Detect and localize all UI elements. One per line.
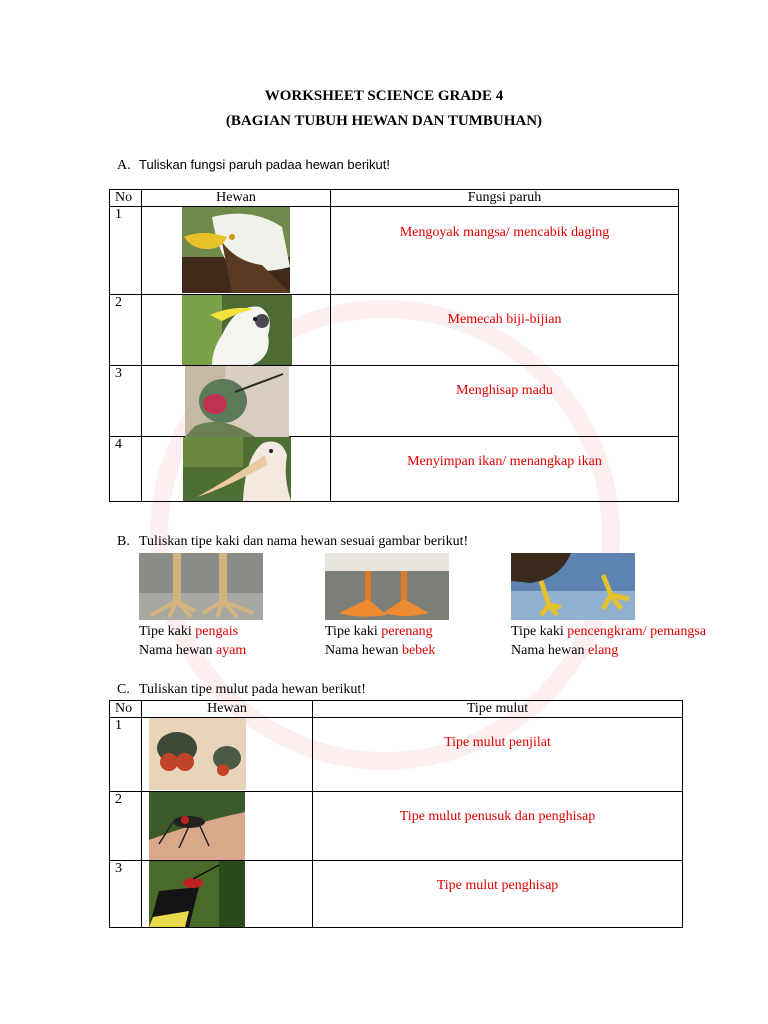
- row-number: 1: [110, 207, 142, 295]
- animal-image-cell: [142, 437, 331, 502]
- table-header-row: [110, 190, 679, 207]
- beak-function-answer: Menyimpan ikan/ menangkap ikan: [331, 437, 679, 502]
- worksheet-title: WORKSHEET SCIENCE GRADE 4: [264, 88, 504, 104]
- foot-type-label: Tipe kaki: [511, 624, 568, 639]
- section-c-instruction: Tuliskan tipe mulut pada hewan berikut!: [139, 682, 366, 697]
- mouth-type-answer: Tipe mulut penghisap: [313, 861, 683, 928]
- foot-type-label: Tipe kaki: [325, 624, 382, 639]
- chicken-feet-image: [139, 553, 263, 620]
- row-number: 4: [110, 437, 142, 502]
- table-row: [110, 718, 683, 792]
- cockatoo-image: [182, 295, 292, 365]
- table-row: [110, 437, 679, 502]
- animal-image-cell: [142, 207, 331, 295]
- animal-image-cell: [142, 718, 313, 792]
- table-row: [110, 295, 679, 366]
- section-a-letter: A.: [117, 158, 131, 173]
- column-header-mouth-type: Tipe mulut: [313, 701, 683, 718]
- section-c-heading: [117, 682, 366, 698]
- foot-type-answer: pengais: [195, 624, 239, 639]
- column-header-animal: Hewan: [142, 190, 331, 207]
- table-row: [110, 366, 679, 437]
- feet-answer-1: [139, 622, 246, 660]
- foot-type-answer: pencengkram/ pemangsa: [567, 624, 707, 639]
- row-number: 2: [110, 792, 142, 861]
- row-number: 1: [110, 718, 142, 792]
- animal-image-cell: [142, 792, 313, 861]
- eagle-head-image: [182, 207, 290, 293]
- row-number: 2: [110, 295, 142, 366]
- animal-image-cell: [142, 295, 331, 366]
- feet-answer-2: [325, 622, 435, 660]
- section-a-instruction: Tuliskan fungsi paruh padaa hewan berikut!: [139, 157, 391, 172]
- animal-image-cell: [142, 366, 331, 437]
- section-c-letter: C.: [117, 682, 130, 697]
- mosquito-image: [149, 792, 245, 860]
- table-row: [110, 861, 683, 928]
- duck-feet-image: [325, 553, 449, 620]
- eagle-talons-image: [511, 553, 635, 620]
- beak-function-answer: Memecah biji-bijian: [331, 295, 679, 366]
- mouth-type-table: [109, 700, 683, 928]
- section-b-letter: B.: [117, 534, 130, 549]
- animal-name-answer: ayam: [215, 643, 247, 658]
- animal-name-label: Nama hewan: [325, 643, 402, 658]
- column-header-no: No: [110, 190, 142, 207]
- beak-function-answer: Menghisap madu: [331, 366, 679, 437]
- hummingbird-image: [185, 366, 289, 437]
- column-header-animal: Hewan: [142, 701, 313, 718]
- foot-type-label: Tipe kaki: [139, 624, 196, 639]
- fly-image: [149, 718, 246, 790]
- animal-name-label: Nama hewan: [511, 643, 588, 658]
- column-header-no: No: [110, 701, 142, 718]
- foot-type-answer: perenang: [381, 624, 433, 639]
- mouth-type-answer: Tipe mulut penusuk dan penghisap: [313, 792, 683, 861]
- feet-answer-3: [511, 622, 706, 660]
- section-b-instruction: Tuliskan tipe kaki dan nama hewan sesuai gambar berikut!: [139, 534, 469, 549]
- butterfly-image: [149, 861, 245, 927]
- row-number: 3: [110, 861, 142, 928]
- section-b-heading: [117, 534, 468, 550]
- table-header-row: [110, 701, 683, 718]
- animal-name-answer: bebek: [401, 643, 436, 658]
- animal-name-answer: elang: [587, 643, 619, 658]
- table-row: [110, 207, 679, 295]
- mouth-type-answer: Tipe mulut penjilat: [313, 718, 683, 792]
- pelican-image: [183, 437, 291, 501]
- column-header-beak-function: Fungsi paruh: [331, 190, 679, 207]
- row-number: 3: [110, 366, 142, 437]
- animal-name-label: Nama hewan: [139, 643, 216, 658]
- table-row: [110, 792, 683, 861]
- beak-table: [109, 189, 679, 502]
- animal-image-cell: [142, 861, 313, 928]
- section-a-heading: [117, 157, 390, 174]
- beak-function-answer: Mengoyak mangsa/ mencabik daging: [331, 207, 679, 295]
- worksheet-subtitle: (BAGIAN TUBUH HEWAN DAN TUMBUHAN): [225, 113, 543, 129]
